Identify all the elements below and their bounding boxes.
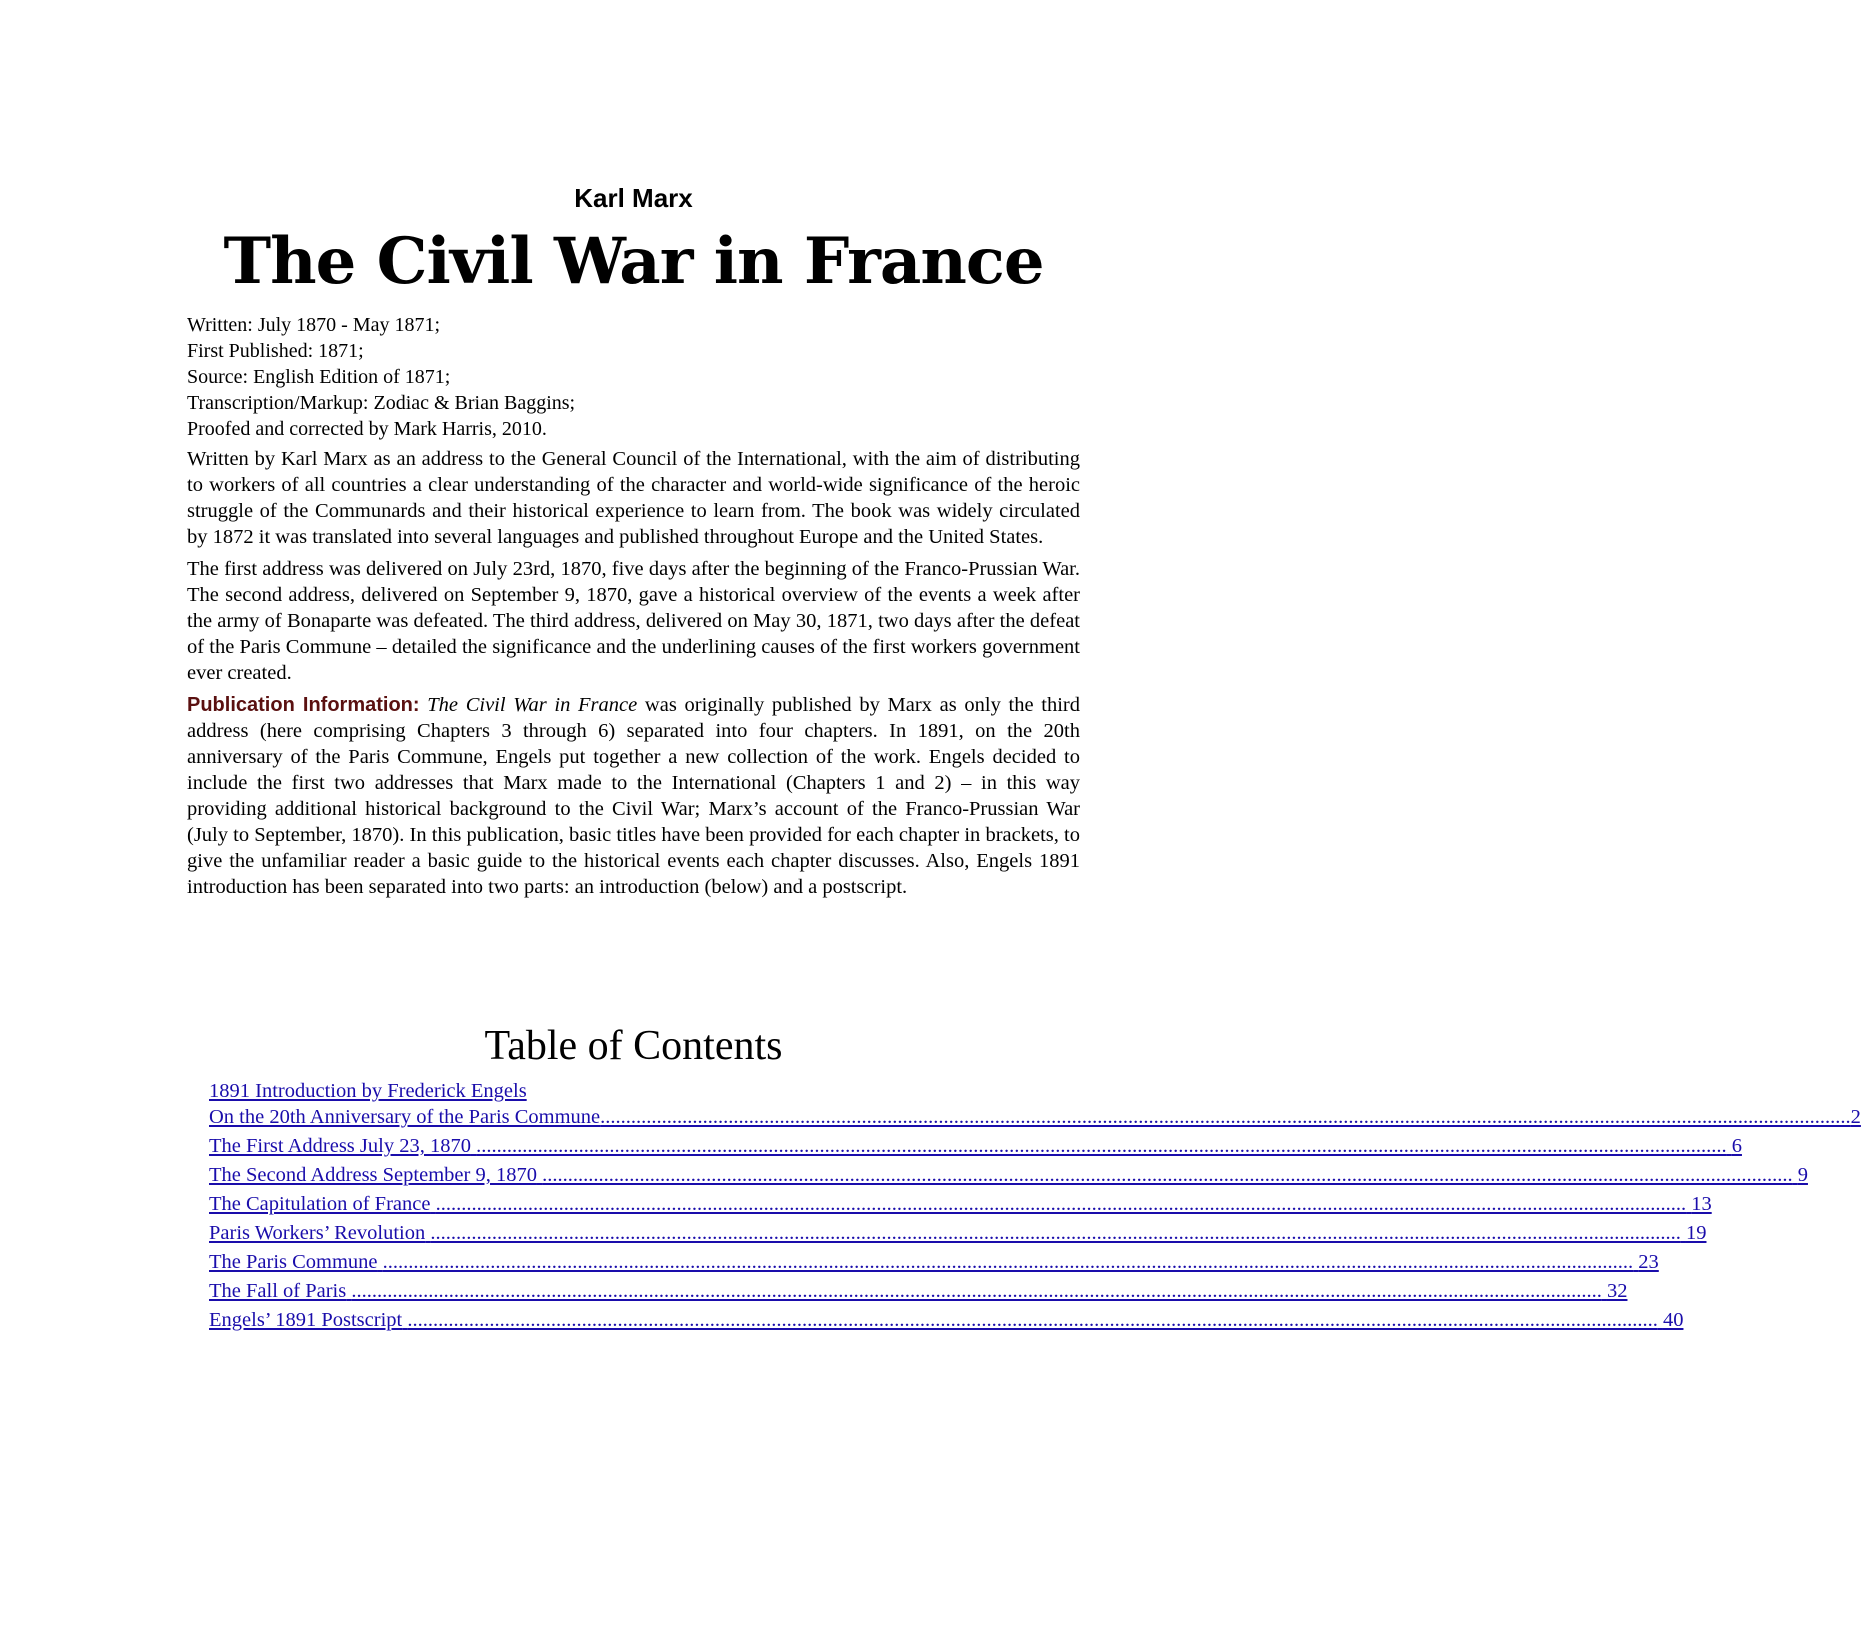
toc-link-postscript[interactable]: [209, 1307, 1684, 1333]
toc-leader-dots: [476, 1135, 1727, 1157]
table-of-contents: [209, 1078, 1861, 1336]
toc-entry-page: 32: [1606, 1280, 1628, 1302]
toc-link-first-address[interactable]: [209, 1133, 1742, 1159]
toc-leader-dots: [430, 1222, 1681, 1244]
addresses-paragraph: The first address was delivered on July 23rd, 1870, five days after the beginning of the Franco-Prussian War. The second address, delivered on September 9, 1870, gave a historical overview of the events a week after the army of Bonaparte was defeated. The third address, delivered on May 30, 1871, two days after the defeat of the Paris Commune – detailed the significance and the underlining causes of the first workers government ever created.: [187, 558, 1080, 684]
meta-source: Source: English Edition of 1871;: [187, 366, 451, 388]
toc-link-capitulation[interactable]: [209, 1191, 1712, 1217]
publication-book-title: The Civil War in France: [427, 694, 638, 716]
toc-heading: Table of Contents: [484, 1023, 783, 1069]
toc-leader-dots: [407, 1309, 1658, 1331]
toc-entry-title: Engels’ 1891 Postscript: [209, 1309, 403, 1331]
publication-paragraph: [187, 692, 1080, 900]
toc-entry-page: 13: [1691, 1193, 1712, 1215]
toc-leader-dots: [383, 1251, 1634, 1273]
meta-first-published: First Published: 1871;: [187, 340, 364, 362]
publication-label: Publication Information:: [187, 694, 420, 716]
intro-paragraph: Written by Karl Marx as an address to the General Council of the International, with the aim of distributing to workers of all countries a clear understanding of the character and world-wide significance of the heroic struggle of the Communards and their historical experience to learn from. The book was widely circulated by 1872 it was translated into several languages and published throughout Europe and the United States.: [187, 448, 1080, 548]
toc-link-introduction[interactable]: [209, 1078, 1861, 1130]
meta-proofed: Proofed and corrected by Mark Harris, 2010.: [187, 418, 547, 440]
toc-leader-dots: [351, 1280, 1602, 1302]
toc-entry-line1: 1891 Introduction by Frederick Engels: [209, 1080, 527, 1102]
meta-transcription: Transcription/Markup: Zodiac & Brian Baggins;: [187, 392, 576, 414]
toc-entry-title: The Fall of Paris: [209, 1280, 347, 1302]
toc-link-workers-revolution[interactable]: [209, 1220, 1707, 1246]
toc-entry-page: 40: [1662, 1309, 1684, 1331]
toc-entry-page: 9: [1797, 1164, 1808, 1186]
toc-entry-page: 6: [1731, 1135, 1742, 1157]
toc-leader-dots: [600, 1104, 1851, 1130]
toc-link-second-address[interactable]: [209, 1162, 1808, 1188]
toc-link-paris-commune[interactable]: [209, 1249, 1659, 1275]
toc-entry-title: The Second Address September 9, 1870: [209, 1164, 537, 1186]
toc-entry-page: 2: [1850, 1106, 1861, 1128]
metadata-block: [187, 312, 1080, 442]
toc-entry-title: On the 20th Anniversary of the Paris Commune: [209, 1106, 601, 1128]
toc-entry-page: 19: [1685, 1222, 1707, 1244]
toc-entry-title: The First Address July 23, 1870: [209, 1135, 471, 1157]
publication-text: was originally published by Marx as only the third address (here comprising Chapters 3 through 6) separated into four chapters. In 1891, on the 20th anniversary of the Paris Commune, Engels put together a new collection of the work. Engels decided to include the first two addresses that Marx made to the International (Chapters 1 and 2) – in this way providing additional historical background to the Civil War; Marx’s account of the Franco-Prussian War (July to September, 1870). In this publication, basic titles have been provided for each chapter in brackets, to give the unfamiliar reader a basic guide to the historical events each chapter discusses. Also, Engels 1891 introduction has been separated into two parts: an introduction (below) and a postscript.: [187, 694, 1080, 898]
toc-entry-page: 23: [1638, 1251, 1659, 1273]
document-title: The Civil War in France: [223, 224, 1044, 299]
toc-entry-title: The Paris Commune: [209, 1251, 378, 1273]
toc-entry-title: Paris Workers’ Revolution: [209, 1222, 426, 1244]
toc-leader-dots: [542, 1164, 1793, 1186]
author-name: Karl Marx: [574, 183, 693, 213]
toc-link-fall-of-paris[interactable]: [209, 1278, 1628, 1304]
body-text: [187, 446, 1080, 906]
toc-entry-row: [209, 1104, 1861, 1130]
toc-leader-dots: [436, 1193, 1687, 1215]
meta-written: Written: July 1870 - May 1871;: [187, 314, 441, 336]
toc-entry-title: The Capitulation of France: [209, 1193, 431, 1215]
